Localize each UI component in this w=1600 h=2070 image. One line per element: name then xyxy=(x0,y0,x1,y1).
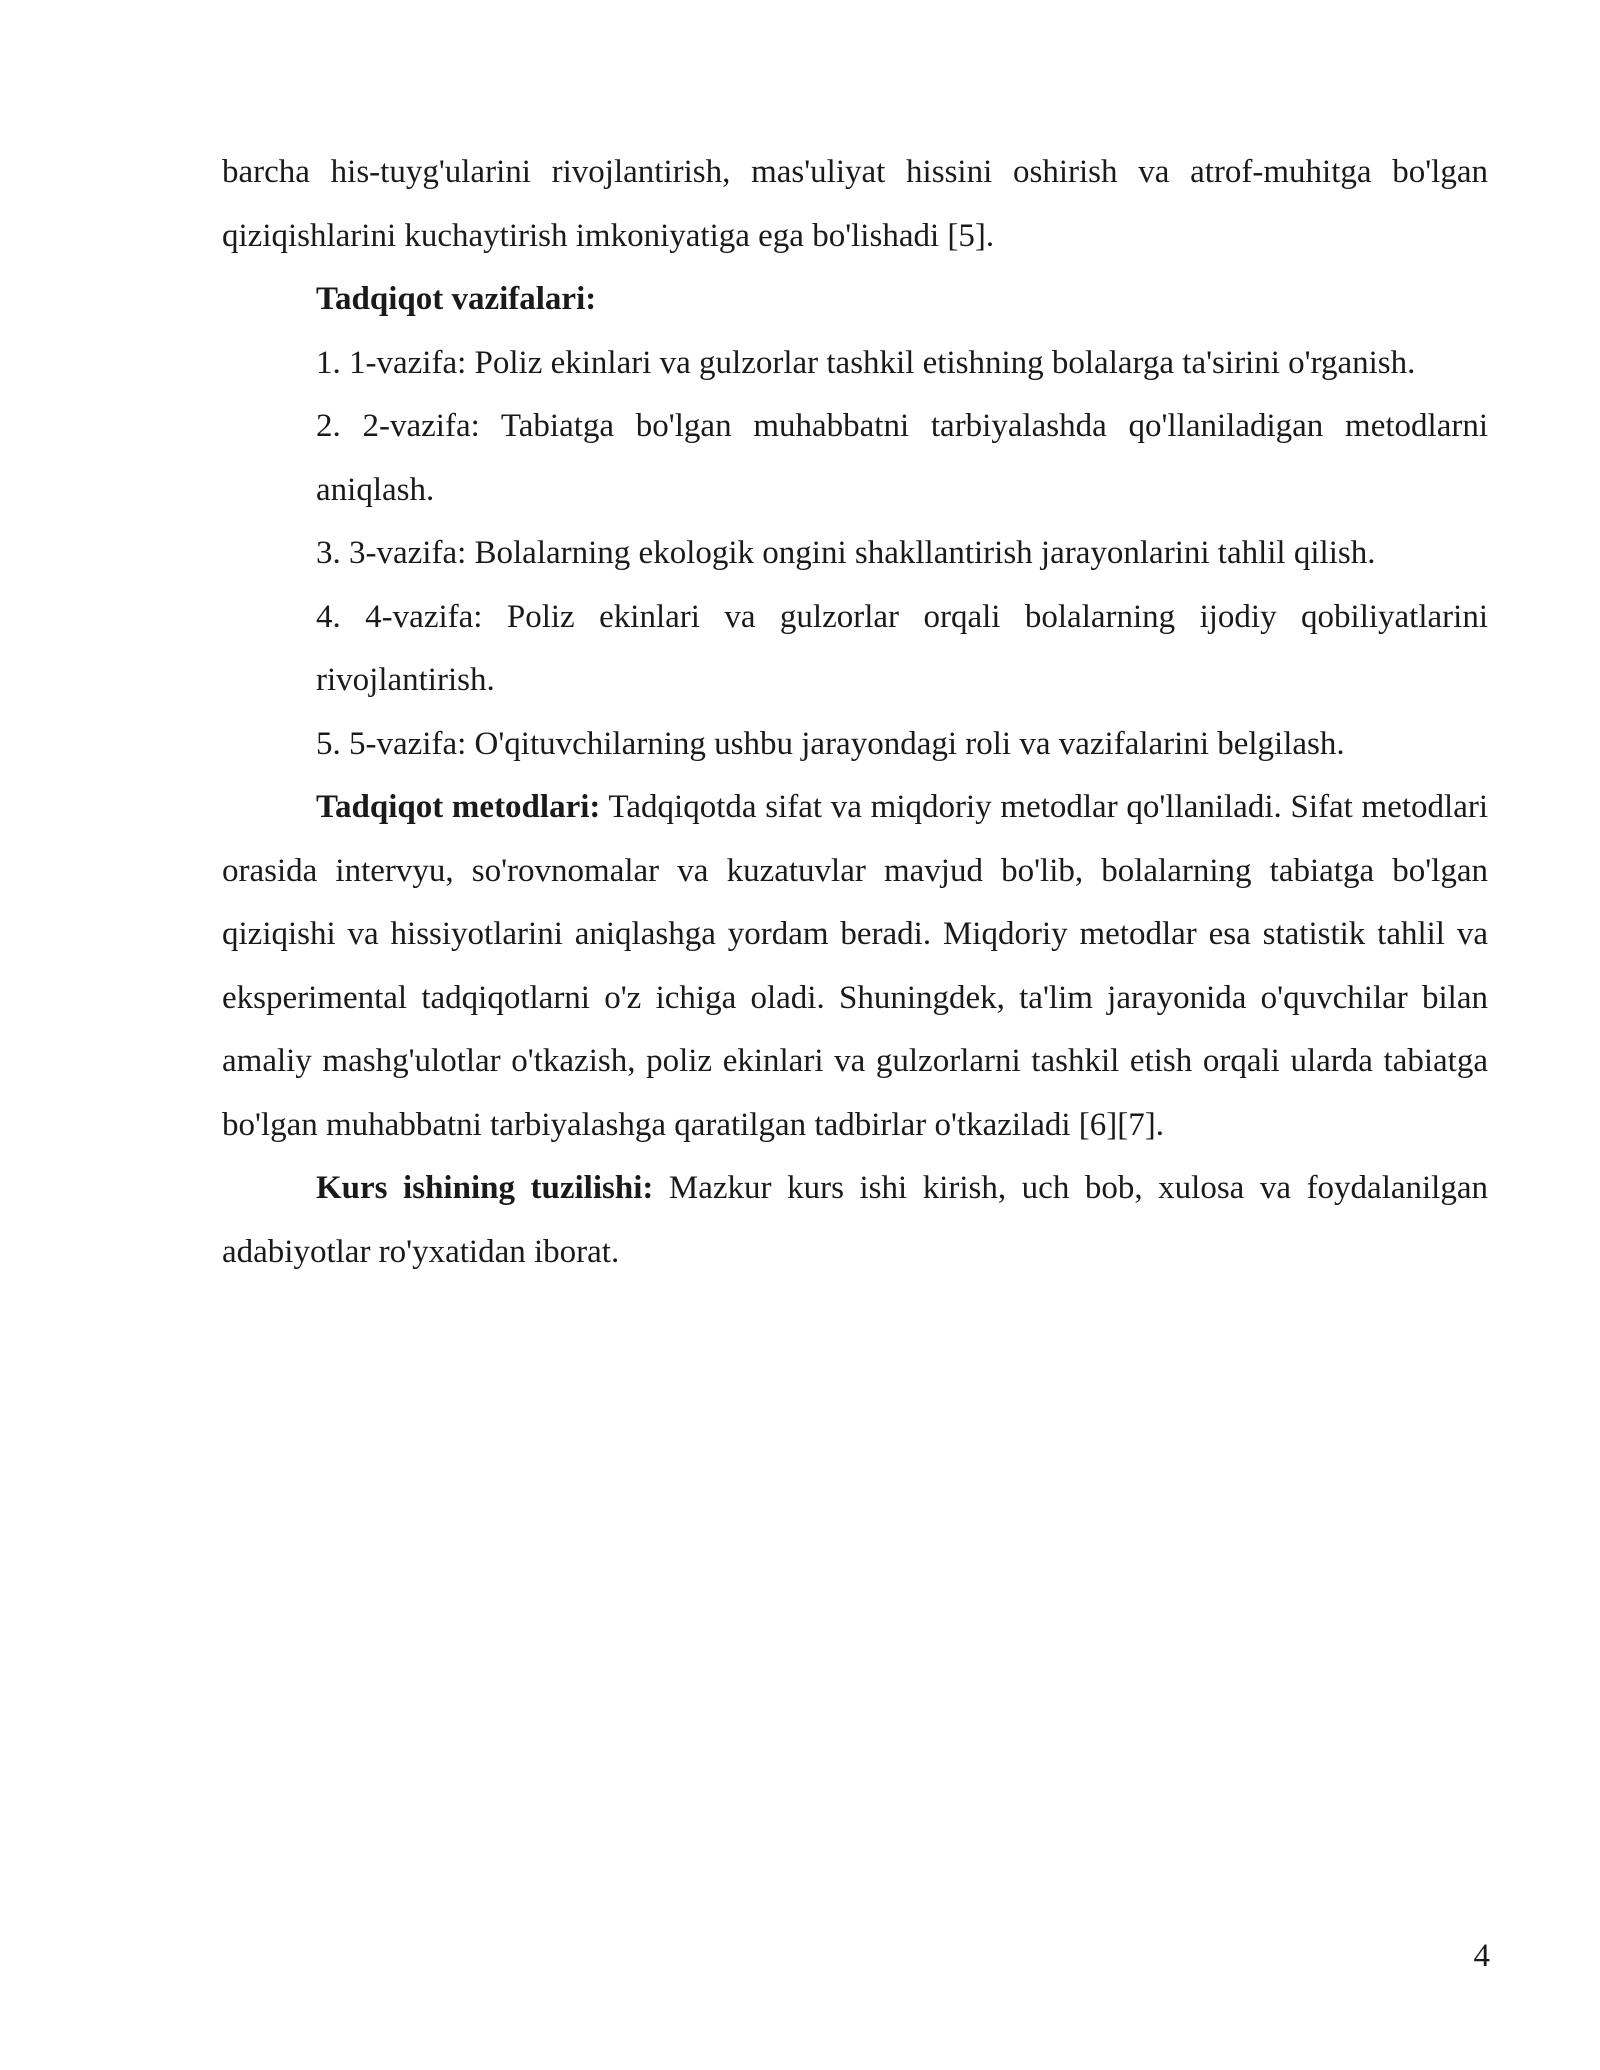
intro-paragraph: barcha his-tuyg'ularini rivojlantirish, mas'uliyat hissini oshirish va atrof-muhitga bo'lgan qiziqishlarini kuchaytirish imkoniyatiga ega bo'lishadi [5]. xyxy=(222,154,1488,254)
tasks-list xyxy=(222,332,1488,777)
structure-paragraph xyxy=(222,1157,1488,1284)
structure-label: Kurs ishining tuzilishi: xyxy=(316,1170,654,1206)
list-item: 5. 5-vazifa: O'qituvchilarning ushbu jarayondagi roli va vazifalarini belgilash. xyxy=(316,725,1345,762)
list-item: 3. 3-vazifa: Bolalarning ekologik ongini shakllantirish jarayonlarini tahlil qilish. xyxy=(316,535,1376,571)
tasks-heading: Tadqiqot vazifalari: xyxy=(316,281,597,317)
methods-label: Tadqiqot metodlari: xyxy=(316,789,601,825)
list-item: 2. 2-vazifa: Tabiatga bo'lgan muhabbatni tarbiyalashda qo'llaniladigan metodlarni aniqlash. xyxy=(316,408,1488,508)
page-number: 4 xyxy=(1473,1938,1490,1974)
methods-text: Tadqiqotda sifat va miqdoriy metodlar qo'llaniladi. Sifat metodlari orasida intervyu, so'rovnomalar va kuzatuvlar mavjud bo'lib, bolalarning tabiatga bo'lgan qiziqishi va hissiyotlarini aniqlashga yordam beradi. Miqdoriy metodlar esa statistik tahlil va eksperimental tadqiqotlarni o'z ichiga oladi. Shuningdek, ta'lim jarayonida o'quvchilar bilan amaliy mashg'ulotlar o'tkazish, poliz ekinlari va gulzorlarni tashkil etish orqali ularda tabiatga bo'lgan muhabbatni tarbiyalashga qaratilgan tadbirlar o'tkaziladi [6][7]. xyxy=(222,789,1489,1143)
page-content xyxy=(222,141,1488,1284)
structure-text: Mazkur kurs ishi kirish, uch bob, xulosa va foydalanilgan adabiyotlar ro'yxatidan iborat. xyxy=(222,1170,1489,1270)
methods-paragraph xyxy=(222,776,1488,1157)
list-item: 4. 4-vazifa: Poliz ekinlari va gulzorlar orqali bolalarning ijodiy qobiliyatlarini rivojlantirish. xyxy=(316,598,1488,698)
list-item: 1. 1-vazifa: Poliz ekinlari va gulzorlar tashkil etishning bolalarga ta'sirini o'rganish. xyxy=(316,344,1416,381)
